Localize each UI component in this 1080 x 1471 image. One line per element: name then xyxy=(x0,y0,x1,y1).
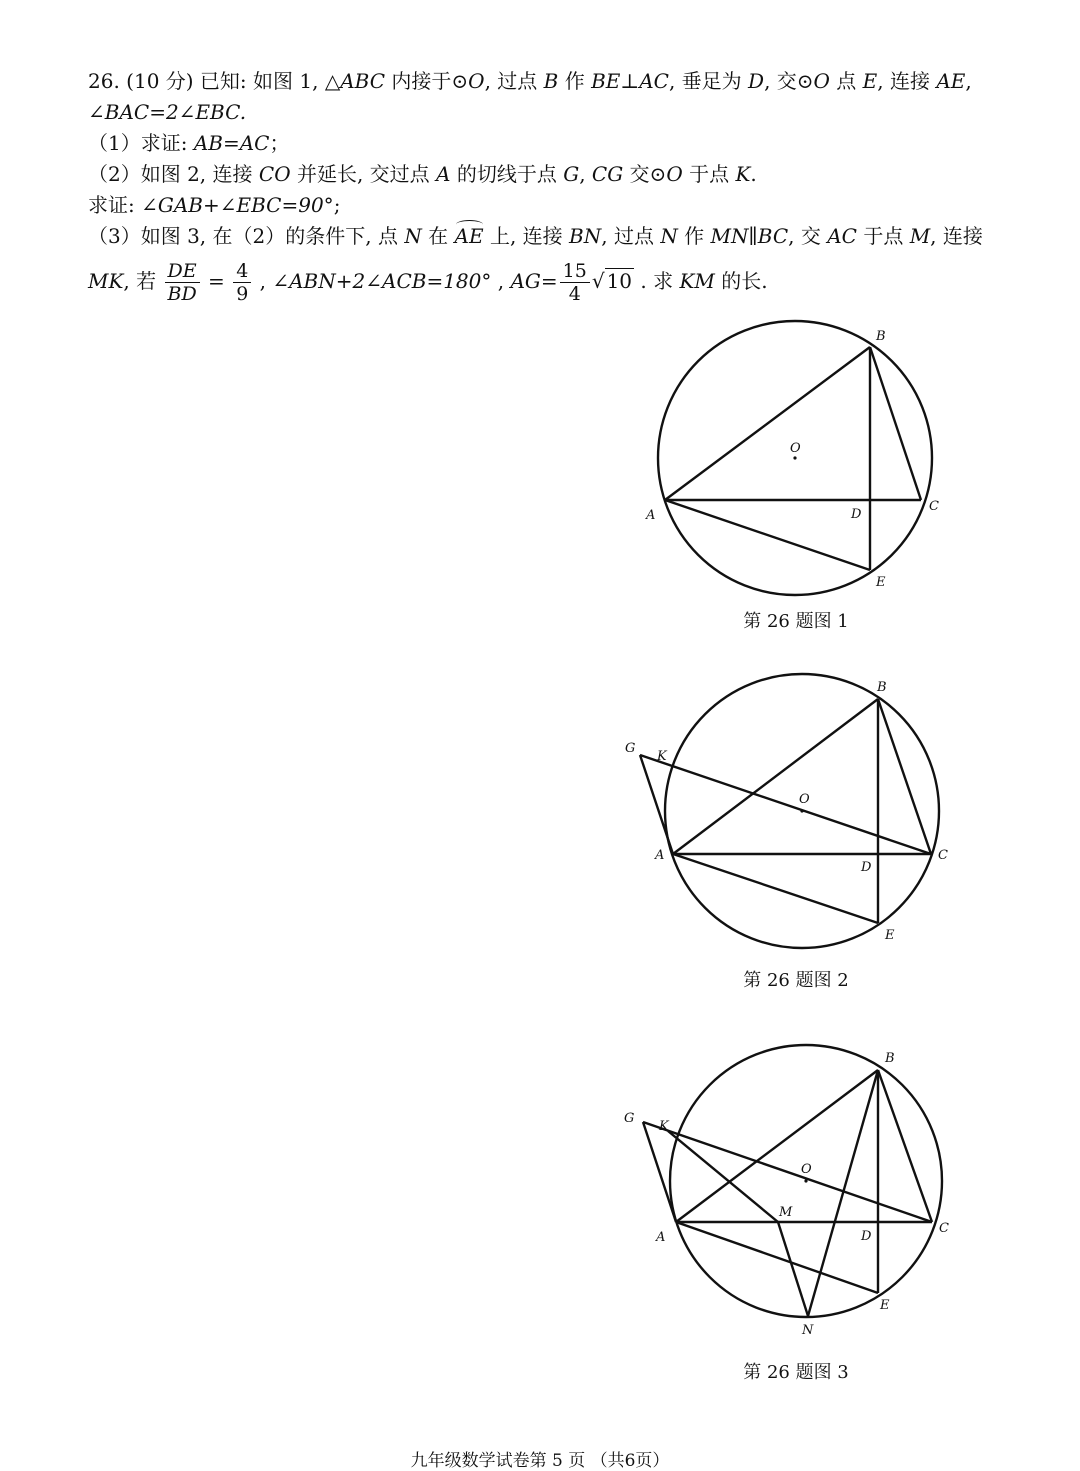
segment-ab xyxy=(665,347,870,500)
label-a: A xyxy=(646,508,656,523)
problem-line-1: 26. (10 分) 已知: 如图 1, △ABC 内接于⊙O, 过点 B 作 BE⊥AC, 垂足为 D, 交⊙O 点 E, 连接 AE, xyxy=(88,69,972,93)
tangent-ag xyxy=(640,755,673,854)
label-b: B xyxy=(876,329,886,344)
label-o: O xyxy=(790,441,801,456)
label-g: G xyxy=(624,1111,635,1126)
label-n: N xyxy=(802,1323,814,1338)
segment-bc xyxy=(878,1070,932,1222)
figure-2 xyxy=(600,670,980,970)
figure-2-caption: 第 26 题图 2 xyxy=(743,970,849,991)
problem-part-2: （2）如图 2, 连接 CO 并延长, 交过点 A 的切线于点 G, CG 交⊙O 于点 K. xyxy=(88,162,757,186)
arc-ae: AE xyxy=(455,221,484,252)
problem-part-2-proof: 求证: ∠GAB+∠EBC=90°; xyxy=(88,193,341,217)
label-c: C xyxy=(938,848,948,863)
label-c: C xyxy=(929,499,939,514)
label-e: E xyxy=(876,575,886,590)
figure-1-caption: 第 26 题图 1 xyxy=(743,611,849,632)
segment-bc xyxy=(870,347,921,500)
label-d: D xyxy=(851,507,862,522)
segment-ab xyxy=(676,1070,878,1222)
segment-km xyxy=(668,1131,778,1222)
figure-3-caption: 第 26 题图 3 xyxy=(743,1362,849,1383)
label-d: D xyxy=(861,860,872,875)
label-b: B xyxy=(877,680,887,695)
label-k: K xyxy=(659,1119,669,1134)
segment-ae xyxy=(665,500,870,570)
label-o: O xyxy=(799,792,810,807)
segment-bc xyxy=(878,699,931,854)
label-e: E xyxy=(885,928,895,943)
center-dot xyxy=(793,456,796,459)
sqrt-10: √ 10 xyxy=(591,269,633,293)
label-k: K xyxy=(657,749,667,764)
label-c: C xyxy=(939,1221,949,1236)
label-g: G xyxy=(625,741,636,756)
center-dot xyxy=(804,1179,807,1182)
problem-26 xyxy=(88,66,1008,305)
problem-part-1: （1）求证: AB=AC； xyxy=(88,131,290,155)
problem-line-2: ∠BAC=2∠EBC. xyxy=(88,100,247,124)
segment-ae xyxy=(673,854,878,923)
page-footer: 九年级数学试卷第 5 页 （共6页） xyxy=(410,1451,670,1471)
label-a: A xyxy=(655,848,665,863)
label-e: E xyxy=(880,1298,890,1313)
label-o: O xyxy=(801,1162,812,1177)
label-m: M xyxy=(779,1205,793,1220)
segment-bn xyxy=(808,1070,878,1316)
figure-3 xyxy=(600,1040,980,1350)
problem-part-3: （3）如图 3, 在（2）的条件下, 点 N 在 AE 上, 连接 BN, 过点 N 作 MN∥BC, 交 AC 于点 M, 连接 xyxy=(88,221,1008,252)
label-a: A xyxy=(656,1230,666,1245)
fraction-de-bd: $\frac{DE}{BD}$ xyxy=(165,260,200,305)
label-d: D xyxy=(861,1229,872,1244)
segment-mn xyxy=(778,1222,808,1316)
figure-1 xyxy=(600,310,980,610)
label-b: B xyxy=(885,1051,895,1066)
segment-ae xyxy=(676,1222,878,1293)
problem-part-3-conditions: MK, 若 $\frac{DE}{BD}$ = $\frac{4}{9}$ , ∠ABN+2∠ACB=180° , AG= $\frac{15}{4}$ √ 10 . 求 KM 的长. xyxy=(88,260,768,305)
fraction-15-4: $\frac{15}{4}$ xyxy=(560,260,590,305)
fraction-4-9: $\frac{4}{9}$ xyxy=(233,260,251,305)
center-dot xyxy=(800,809,803,812)
